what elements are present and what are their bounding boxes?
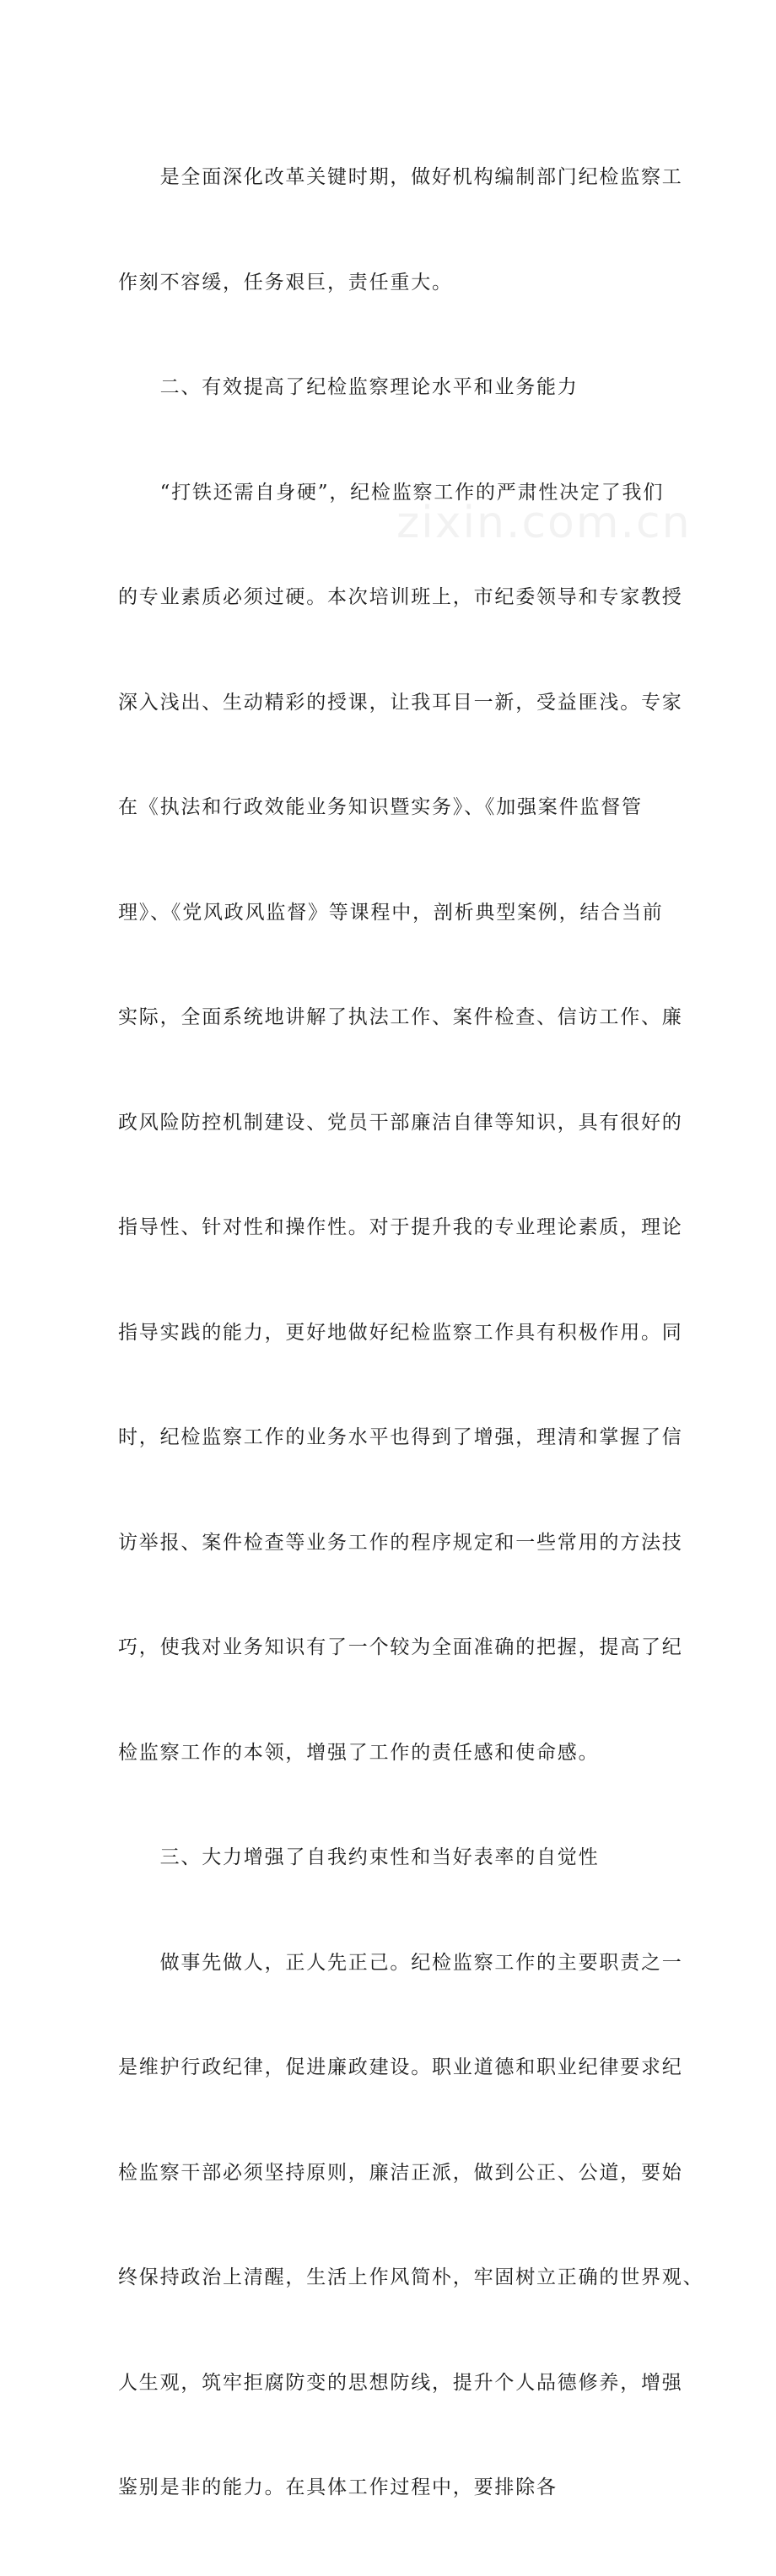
text-line: 实际，全面系统地讲解了执法工作、案件检查、信访工作、廉 — [118, 1006, 683, 1028]
text-line: 是维护行政纪律，促进廉政建设。职业道德和职业纪律要求纪 — [118, 2056, 683, 2078]
text-line: 作刻不容缓，任务艰巨，责任重大。 — [118, 271, 453, 294]
text-line: 深入浅出、生动精彩的授课，让我耳目一新，受益匪浅。专家 — [118, 691, 683, 714]
text-line: 时，纪检监察工作的业务水平也得到了增强，理清和掌握了信 — [118, 1426, 683, 1448]
text-line: 人生观，筑牢拒腐防变的思想防线，提升个人品德修养，增强 — [118, 2371, 683, 2394]
text-line: 鉴别是非的能力。在具体工作过程中，要排除各 — [118, 2476, 558, 2498]
body-text — [118, 90, 704, 2576]
text-line: 政风险防控机制建设、党员干部廉洁自律等知识，具有很好的 — [118, 1111, 683, 1134]
text-line: 检监察工作的本领，增强了工作的责任感和使命感。 — [118, 1741, 600, 1764]
watermark: zixin.com.cn — [396, 498, 692, 548]
text-line: 访举报、案件检查等业务工作的程序规定和一些常用的方法技 — [118, 1531, 683, 1554]
text-line: 的专业素质必须过硬。本次培训班上，市纪委领导和专家教授 — [118, 586, 683, 608]
text-line: 巧，使我对业务知识有了一个较为全面准确的把握，提高了纪 — [118, 1636, 683, 1658]
text-line: 理》、《党风政风监督》等课程中，剖析典型案例，结合当前 — [118, 901, 664, 924]
text-line: 指导实践的能力，更好地做好纪检监察工作具有积极作用。同 — [118, 1321, 683, 1344]
text-line: 指导性、针对性和操作性。对于提升我的专业理论素质，理论 — [118, 1216, 683, 1238]
text-line: 是全面深化改革关键时期，做好机构编制部门纪检监察工 — [118, 166, 683, 188]
text-line: 在《执法和行政效能业务知识暨实务》、《加强案件监督管 — [118, 796, 643, 818]
text-line: 做事先做人，正人先正己。纪检监察工作的主要职责之一 — [118, 1951, 683, 1974]
text-line: 检监察干部必须坚持原则，廉洁正派，做到公正、公道，要始 — [118, 2161, 683, 2184]
text-line: 终保持政治上清醒，生活上作风简朴，牢固树立正确的世界观、 — [118, 2266, 704, 2288]
text-line: “打铁还需自身硬”，纪检监察工作的严肃性决定了我们 — [118, 481, 665, 504]
document-body — [118, 90, 704, 2576]
section-heading: 三、大力增强了自我约束性和当好表率的自觉性 — [118, 1846, 600, 1868]
section-heading: 二、有效提高了纪检监察理论水平和业务能力 — [118, 376, 579, 398]
